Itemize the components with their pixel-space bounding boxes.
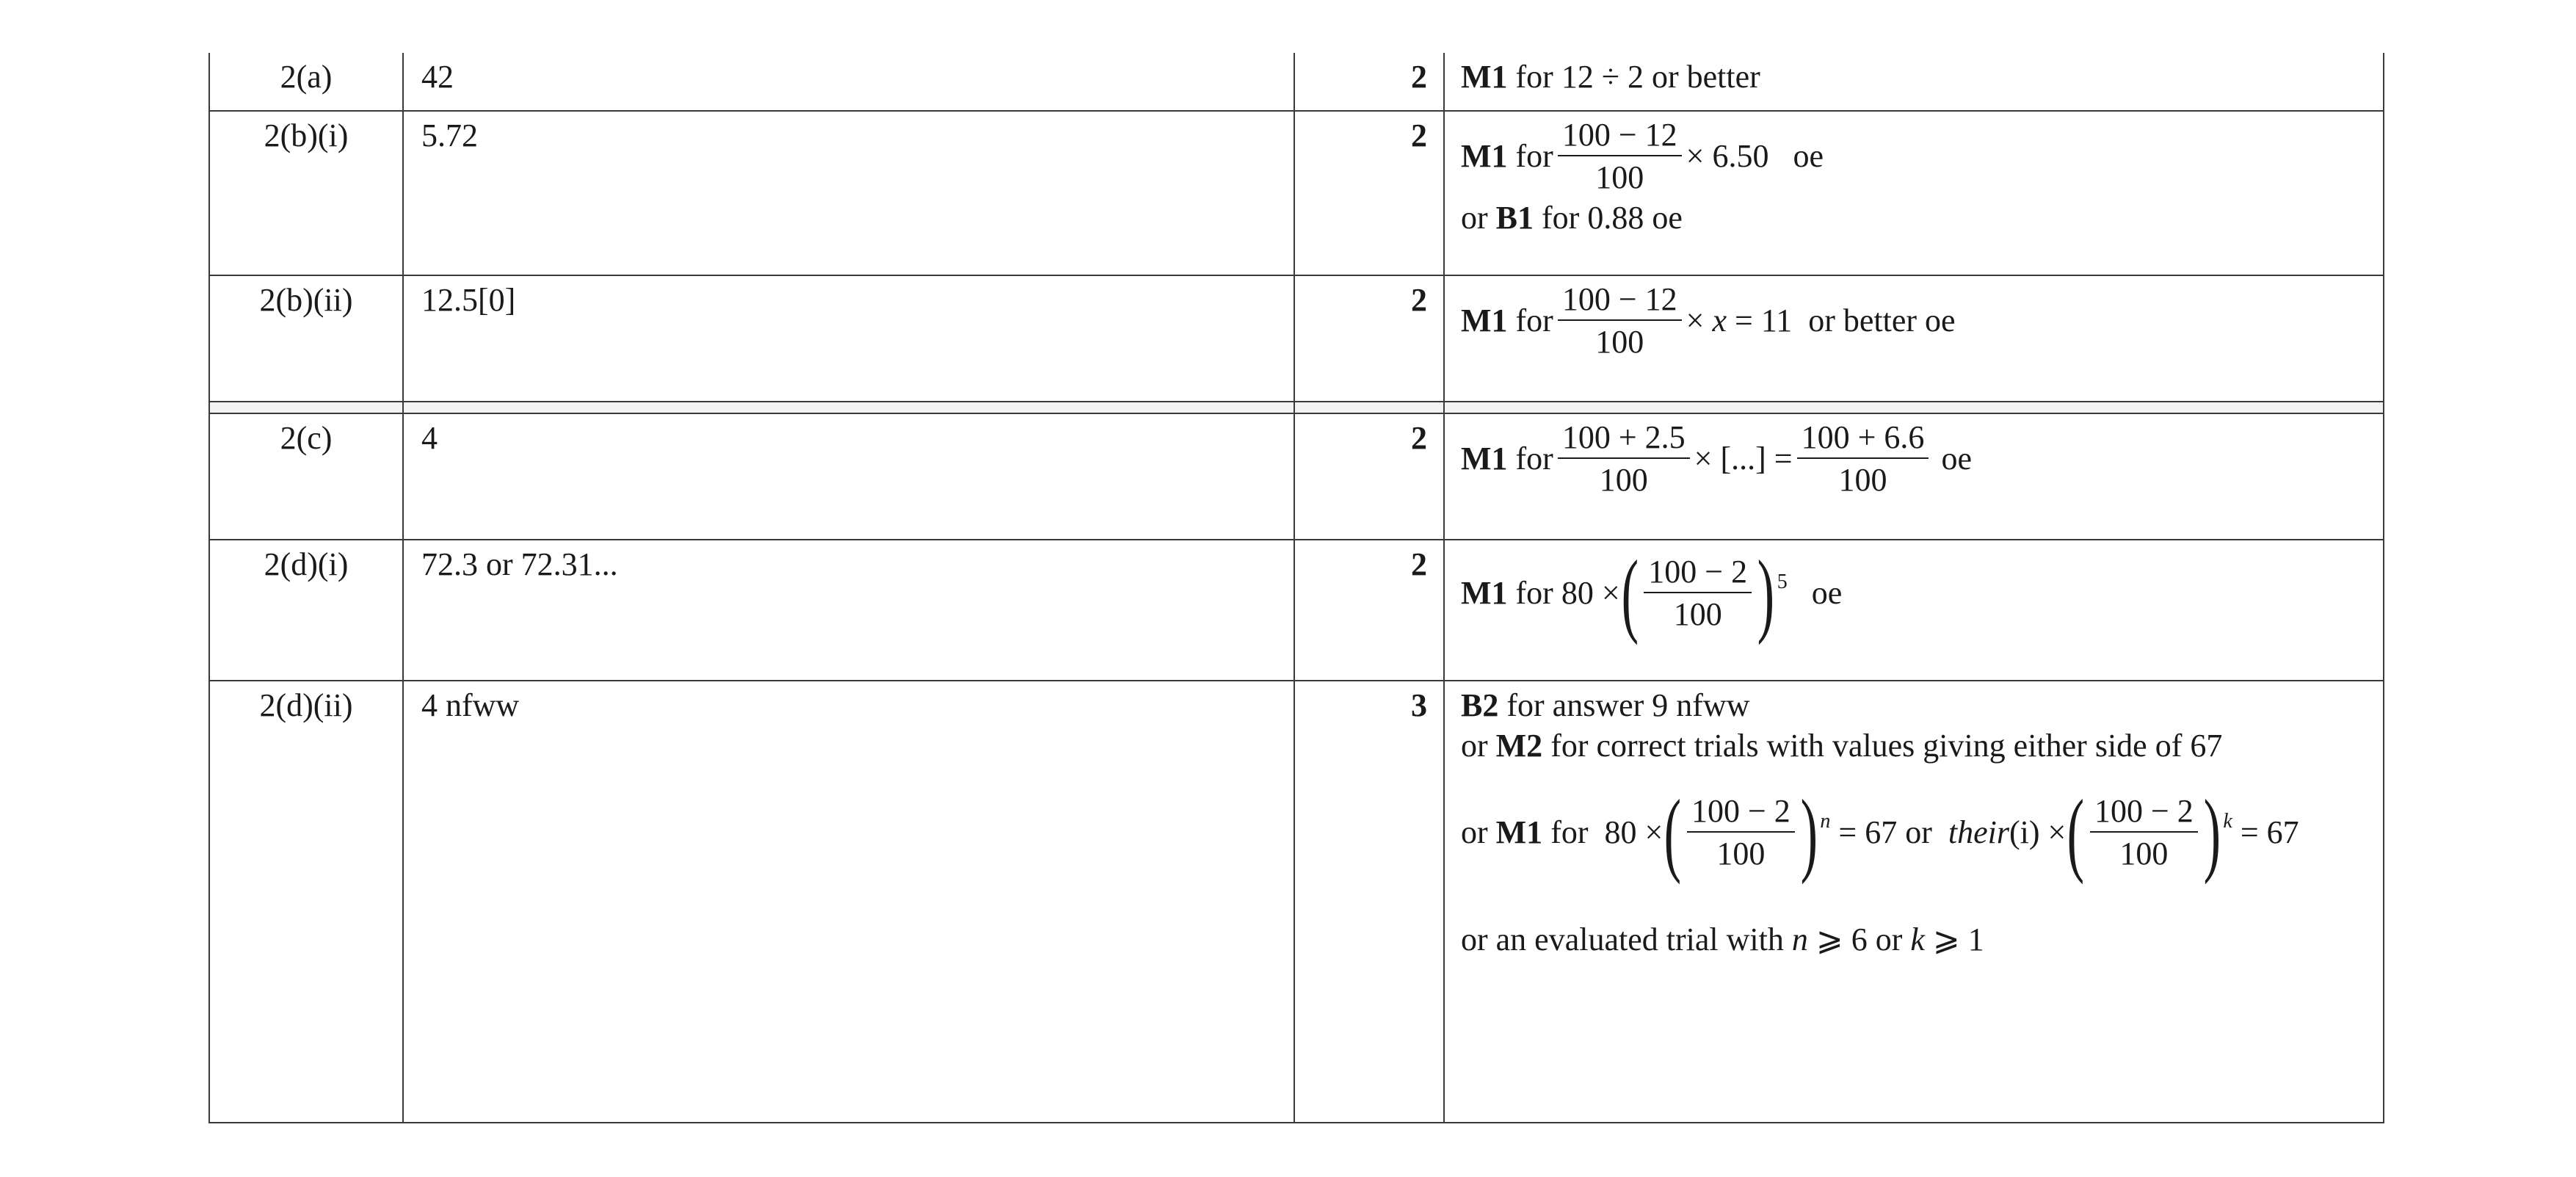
mark-code: M1 [1495,814,1543,850]
notes-cell [1444,275,2384,402]
notes-text: or [1461,727,1488,764]
numerator: 100 − 2 [2090,791,2198,833]
section-separator [209,402,2384,413]
mark-code: M1 [1461,574,1508,611]
notes-text: oe [1811,574,1843,611]
notes-text: 80 × [1561,574,1620,611]
exponent: 5 [1777,570,1788,593]
notes-text: (i) × [2009,814,2067,850]
question-part: 2(d)(ii) [209,681,403,1123]
answer-cell: 5.72 [403,111,1294,275]
fraction [1558,279,1682,363]
mark-code: B1 [1495,200,1534,236]
mark-code: M1 [1461,302,1508,338]
table-row [209,275,2384,402]
notes-text: for [1515,137,1553,174]
table-row [209,111,2384,275]
numerator: 100 + 6.6 [1797,417,1929,459]
marks-cell: 3 [1294,681,1444,1123]
notes-text: or [1461,200,1488,236]
answer-cell: 72.3 or 72.31... [403,540,1294,681]
mark-code: M1 [1461,440,1508,477]
denominator: 100 [1595,159,1644,195]
mark-code: M1 [1461,137,1508,174]
notes-cell [1444,111,2384,275]
notes-text: for [1515,440,1553,477]
marks-cell: 2 [1294,53,1444,111]
table-row [209,413,2384,540]
notes-text: for answer 9 nfww [1506,687,1750,723]
answer-cell: 4 nfww [403,681,1294,1123]
fraction [1558,115,1682,198]
denominator: 100 [1595,324,1644,360]
notes-text: = 67 [2240,814,2299,850]
denominator: 100 [1599,462,1648,498]
mark-scheme-table [208,53,2384,1123]
notes-text: = 67 [1838,814,1898,850]
variable: x [1712,302,1727,338]
fraction [1644,551,1752,635]
notes-text: or [1905,814,1932,850]
mark-code: B2 [1461,687,1499,723]
exponent: n [1820,809,1831,833]
notes-cell [1444,53,2384,111]
table-row [209,681,2384,1123]
denominator: 100 [1673,595,1722,632]
denominator: 100 [1838,462,1887,498]
table-row [209,540,2384,681]
notes-text: or [1461,814,1488,850]
answer-cell: 12.5[0] [403,275,1294,402]
marks-cell: 2 [1294,540,1444,681]
notes-text: or an evaluated trial with [1461,921,1784,958]
numerator: 100 + 2.5 [1558,417,1690,459]
notes-text: × [1686,302,1705,338]
left-paren: ( [2067,781,2085,886]
table-row [209,53,2384,111]
numerator: 100 − 12 [1558,115,1682,156]
notes-text: for [1515,302,1553,338]
answer-cell: 42 [403,53,1294,111]
marks-cell: 2 [1294,275,1444,402]
right-paren: ) [1800,781,1818,886]
notes-text: = 11 [1735,302,1793,338]
notes-text: for 0.88 oe [1542,200,1683,236]
notes-text: oe [1941,440,1972,477]
exponent: k [2223,809,2232,833]
marks-cell: 2 [1294,413,1444,540]
left-paren: ( [1663,781,1682,886]
notes-text: 80 × [1604,814,1663,850]
fraction [2090,791,2198,874]
denominator: 100 [2119,836,2169,872]
mark-code: M1 [1461,59,1508,95]
right-paren: ) [2203,781,2221,886]
notes-text: for [1550,814,1589,850]
left-paren: ( [1621,541,1639,645]
notes-text: for correct trials with values giving either side of 67 [1550,727,2223,764]
numerator: 100 − 2 [1644,551,1752,593]
notes-text: oe [1793,137,1824,174]
fraction [1797,417,1929,501]
numerator: 100 − 2 [1687,791,1795,833]
notes-text: ⩾ 1 [1932,921,1984,958]
notes-text: × 6.50 [1686,137,1769,174]
denominator: 100 [1716,836,1766,872]
notes-text: × [...] = [1694,440,1793,477]
question-part: 2(c) [209,413,403,540]
notes-text: for 12 ÷ 2 or better [1515,59,1760,95]
mark-code: M2 [1495,727,1543,764]
variable: k [1910,921,1925,958]
marks-cell: 2 [1294,111,1444,275]
right-paren: ) [1757,541,1775,645]
notes-text: for [1515,574,1553,611]
question-part: 2(b)(i) [209,111,403,275]
question-part: 2(b)(ii) [209,275,403,402]
question-part: 2(d)(i) [209,540,403,681]
fraction [1558,417,1690,501]
fraction [1687,791,1795,874]
notes-text: or better oe [1808,302,1956,338]
question-part: 2(a) [209,53,403,111]
notes-text: ⩾ 6 or [1815,921,1903,958]
notes-cell [1444,413,2384,540]
notes-cell [1444,540,2384,681]
notes-cell [1444,681,2384,1123]
notes-text: their [1948,814,2009,850]
answer-cell: 4 [403,413,1294,540]
variable: n [1791,921,1808,958]
numerator: 100 − 12 [1558,279,1682,321]
